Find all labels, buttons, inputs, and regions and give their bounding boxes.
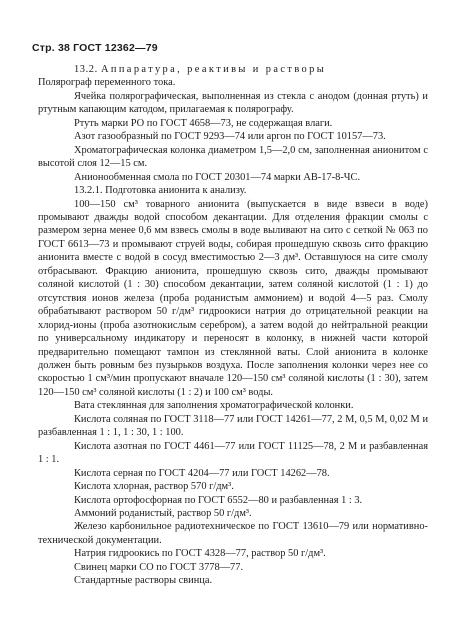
page-header-label: Стр. 38 ГОСТ 12362—79 bbox=[32, 42, 158, 54]
paragraph: Кислота хлорная, раствор 570 г/дм³. bbox=[74, 481, 234, 493]
paragraph: Кислота серная по ГОСТ 4204—77 или ГОСТ 14262—78. bbox=[74, 467, 330, 479]
paragraph: Азот газообразный по ГОСТ 9293—74 или аргон по ГОСТ 10157—73. bbox=[74, 131, 386, 143]
paragraph: Хроматографическая колонка диаметром 1,5—2,0 см, заполненная анионитом с высотой слоя 12—15 см. bbox=[38, 144, 428, 170]
paragraph: Кислота ортофосфорная по ГОСТ 6552—80 и разбавленная 1 : 3. bbox=[74, 494, 363, 506]
page-header bbox=[32, 42, 158, 54]
paragraph: Кислота азотная по ГОСТ 4461—77 или ГОСТ 11125—78, 2 М и разбавленная 1 : 1. bbox=[38, 440, 428, 466]
section-title: Аппаратура, реактивы и растворы bbox=[100, 64, 327, 75]
paragraph: Ртуть марки РО по ГОСТ 4658—73, не содержащая влаги. bbox=[74, 117, 333, 129]
paragraph: Железо карбонильное радиотехническое по ГОСТ 13610—79 или нормативно-технической документации. bbox=[38, 521, 428, 546]
paragraph: Стандартные растворы свинца. bbox=[74, 575, 213, 587]
section-number: 13.2. bbox=[74, 64, 101, 75]
paragraph: Полярограф переменного тока. bbox=[38, 77, 176, 89]
document-body bbox=[38, 63, 428, 588]
paragraph: Кислота соляная по ГОСТ 3118—77 или ГОСТ 14261—77, 2 М, 0,5 М, 0,02 М и разбавленная 1 : 1, 1 : 30, 1 : 100. bbox=[38, 413, 428, 439]
paragraph: 100—150 см³ товарного анионита (выпускается в виде взвеси в воде) промывают дважды водой способом декантации. Для отделения фракции смолы с размером зерна менее 0,6 мм взвесь смолы в воде выливают на сито с сеткой № 063 по ГОСТ 6613—73 и промывают струей воды, собирая прошедшую сквозь сито фракцию анионита вместе с водой в сосуд вместимостью 2—3 дм³. Оставшуюся на сите смолу отбрасывают. Фракцию анионита, прошедшую сквозь сито, дважды промывают соляной кислотой (1 : 30) способом декантации, затем соляной кислотой (1 : 1) до отсутствия ионов железа (проба роданистым аммонием) и водой 4—5 раз. Смолу обрабатывают раствором 50 г/дм³ гидроокиси натрия до отрицательной реакции на хлорид-ионы (проба азотнокислым серебром), а затем водой до нейтральной реакции по универсальному индикатору и переносят в колонку, в нижней части которой предварительно помещают тампон из стеклянной ваты. Слой анионита в колонке должен быть ровным без пузырьков воздуха. После заполнения колонки через нее со скоростью 1 см³/мин пропускают вначале 120—150 см³ соляной кислоты (1 : 30), затем 120—150 см³ соляной кислоты (1 : 2) и 100 см³ воды. bbox=[38, 198, 428, 398]
paragraph: Анионообменная смола по ГОСТ 20301—74 марки АВ-17-8-ЧС. bbox=[74, 171, 361, 183]
section-heading bbox=[38, 63, 428, 76]
subsection-heading: 13.2.1. Подготовка анионита к анализу. bbox=[74, 185, 247, 197]
paragraph: Аммоний роданистый, раствор 50 г/дм³. bbox=[74, 507, 252, 519]
paragraph: Вата стеклянная для заполнения хроматографической колонки. bbox=[74, 400, 354, 412]
paragraph: Ячейка полярографическая, выполненная из стекла с анодом (донная ртуть) и ртутным капающим катодом, прилагаемая к полярографу. bbox=[38, 90, 428, 116]
paragraph: Свинец марки СО по ГОСТ 3778—77. bbox=[74, 561, 244, 573]
paragraph: Натрия гидроокись по ГОСТ 4328—77, раствор 50 г/дм³. bbox=[74, 548, 326, 560]
